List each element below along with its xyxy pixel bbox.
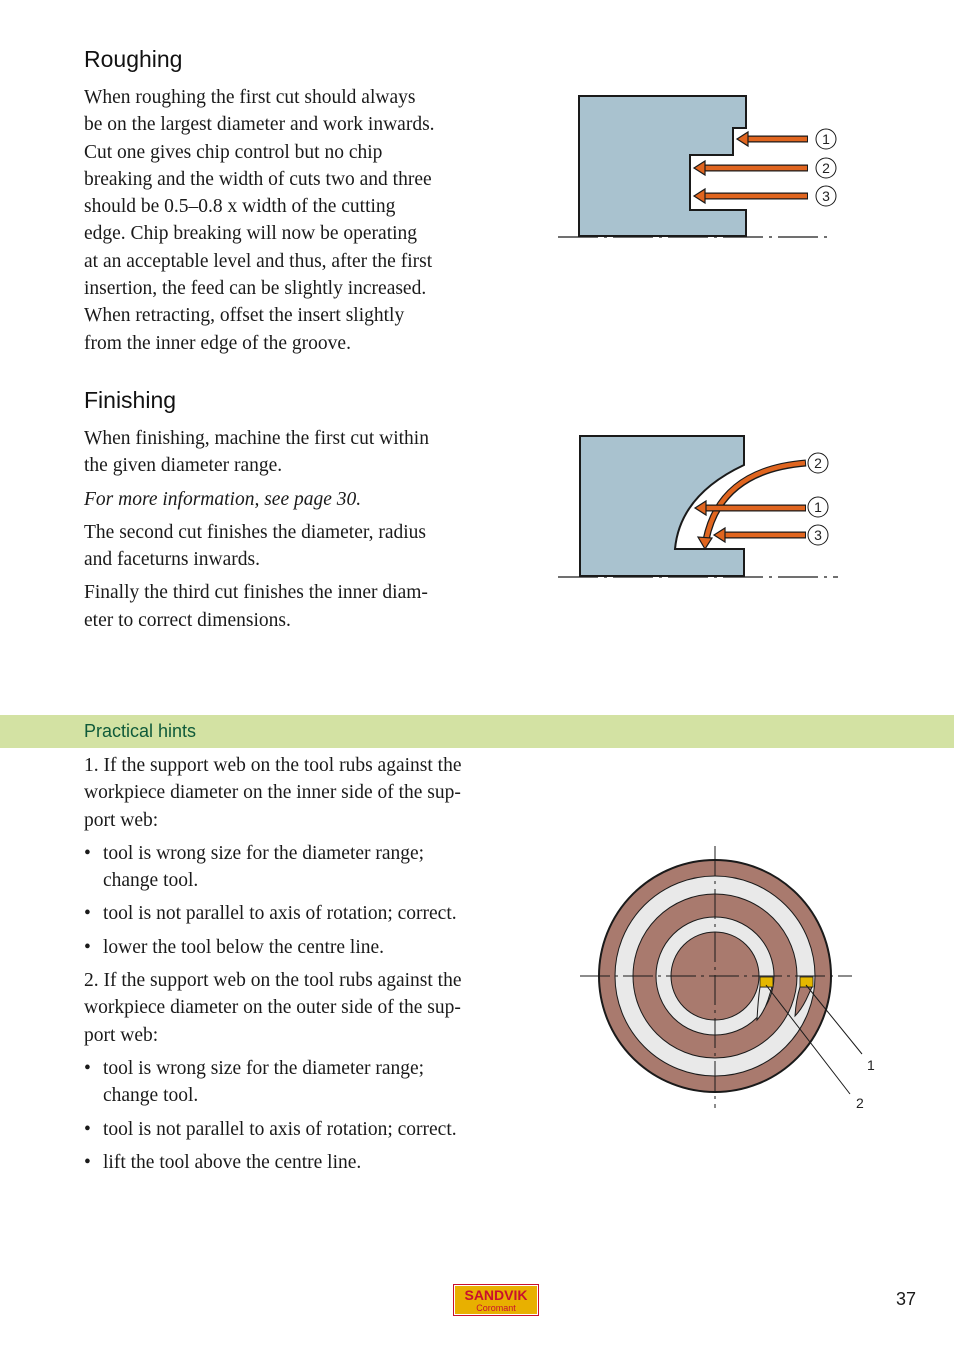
text-line: eter to correct dimensions. [84, 609, 291, 631]
finishing-heading: Finishing [84, 387, 177, 413]
practical-hints-title: Practical hints [84, 721, 197, 741]
svg-text:1: 1 [814, 499, 822, 515]
text-line: 1. If the support web on the tool rubs against the [84, 755, 462, 776]
text-line: from the inner edge of the groove. [84, 332, 351, 354]
text-line: edge. Chip breaking will now be operating [84, 223, 418, 245]
text-line: change tool. [103, 1085, 199, 1107]
text-line: insertion, the feed can be slightly increased. [84, 278, 427, 300]
logo-sub: Coromant [476, 1303, 516, 1313]
bullet: • [84, 1118, 91, 1140]
svg-text:2: 2 [822, 160, 830, 176]
text-line: Cut one gives chip control but no chip [84, 141, 383, 163]
svg-text:3: 3 [822, 188, 830, 204]
label-1: 1 [867, 1057, 875, 1073]
text-line: be on the largest diameter and work inwards. [84, 114, 435, 136]
page-number: 37 [895, 1289, 916, 1309]
page-reference: For more information, see page 30. [84, 488, 362, 510]
text-line: tool is not parallel to axis of rotation; correct. [103, 903, 457, 925]
text-line: and faceturns inwards. [84, 549, 260, 571]
sandvik-logo [453, 1284, 539, 1316]
text-line: workpiece diameter on the inner side of the sup- [84, 782, 461, 804]
svg-text:3: 3 [814, 527, 822, 543]
text-line: breaking and the width of cuts two and three [84, 168, 432, 190]
text-line: lift the tool above the centre line. [103, 1151, 362, 1173]
text-line: When finishing, machine the first cut within [84, 428, 429, 449]
text-line: the given diameter range. [84, 455, 283, 477]
bullet: • [84, 842, 91, 864]
svg-text:1: 1 [822, 131, 830, 147]
text-line: port web: [84, 1024, 159, 1046]
text-line: change tool. [103, 870, 199, 892]
text-line: should be 0.5–0.8 x width of the cutting [84, 196, 396, 218]
text-line: at an acceptable level and thus, after the first [84, 250, 433, 272]
label-2: 2 [856, 1095, 864, 1111]
text-line: The second cut finishes the diameter, radius [84, 521, 426, 543]
roughing-heading: Roughing [84, 46, 183, 72]
logo-brand: SANDVIK [464, 1287, 528, 1303]
bullet: • [84, 1057, 91, 1079]
text-line: port web: [84, 809, 159, 831]
text-line: tool is wrong size for the diameter range; [103, 842, 425, 864]
text-line: lower the tool below the centre line. [103, 936, 385, 958]
bullet: • [84, 1151, 91, 1173]
text-line: tool is wrong size for the diameter range; [103, 1057, 425, 1079]
text-line: 2. If the support web on the tool rubs against the [84, 970, 462, 992]
bullet: • [84, 903, 91, 925]
text-line: tool is not parallel to axis of rotation; correct. [103, 1118, 457, 1140]
text-line: workpiece diameter on the outer side of the sup- [84, 997, 461, 1019]
bullet: • [84, 936, 91, 958]
svg-text:2: 2 [814, 455, 822, 471]
text-line: When retracting, offset the insert slightly [84, 305, 405, 327]
text-line: Finally the third cut finishes the inner diam- [84, 582, 428, 604]
text-line: When roughing the first cut should always [84, 87, 416, 108]
